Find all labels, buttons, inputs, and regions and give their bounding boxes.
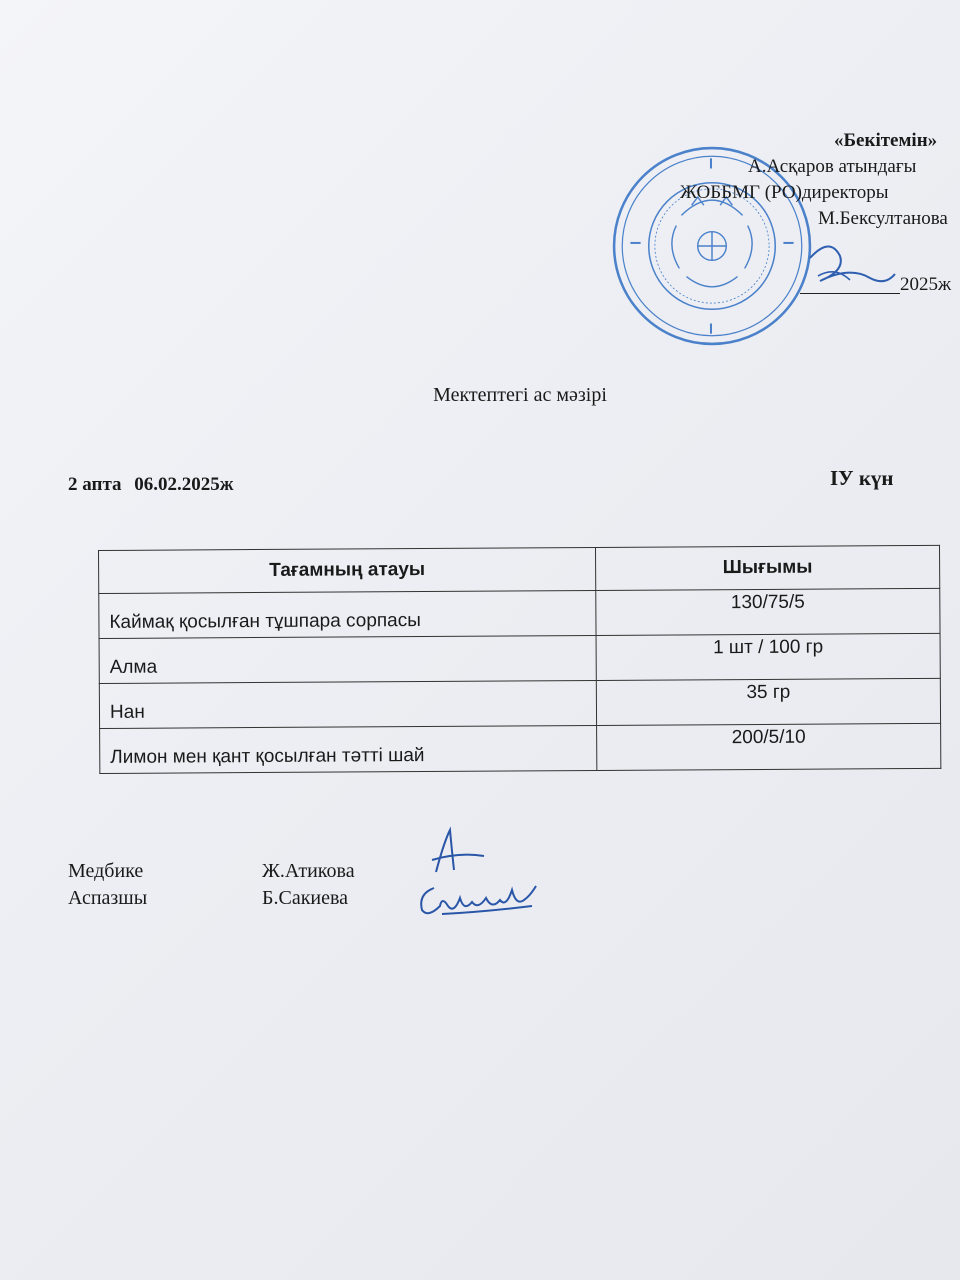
dish-name: Нан	[99, 680, 596, 728]
day-label: ІУ күн	[830, 466, 894, 490]
approval-school: А.Асқаров атындағы	[748, 156, 917, 177]
staff-name: Б.Сакиева	[262, 887, 349, 909]
dish-yield: 35 гр	[596, 678, 940, 725]
approval-director-name: М.Бексултанова	[818, 208, 948, 229]
dish-name: Алма	[99, 635, 596, 683]
date-underline	[800, 293, 900, 294]
table-row	[100, 723, 941, 773]
column-header-dish: Тағамның атауы	[99, 547, 596, 593]
approval-year: 2025ж	[900, 274, 952, 295]
menu-date: 06.02.2025ж	[134, 474, 234, 495]
column-header-yield: Шығымы	[595, 545, 939, 590]
staff-row-nurse	[68, 858, 388, 885]
table-row	[99, 678, 940, 728]
page-title: Мектептегі ас мәзірі	[433, 384, 607, 406]
menu-table	[98, 545, 941, 774]
nurse-signature	[414, 822, 494, 882]
staff-role: Медбике	[68, 860, 144, 882]
dish-yield: 1 шт / 100 гр	[596, 633, 940, 680]
week-date-line	[68, 474, 242, 496]
staff-role: Аспазшы	[68, 887, 148, 909]
dish-yield: 200/5/10	[597, 723, 941, 770]
table-row	[99, 588, 940, 638]
week-label: 2 апта	[68, 474, 122, 495]
approval-position: ЖОББМГ (РО)директоры	[680, 182, 889, 203]
cook-signature	[412, 876, 542, 926]
table-header-row	[99, 545, 940, 593]
approval-date	[800, 272, 960, 298]
dish-name: Каймақ қосылған тұшпара сорпасы	[99, 590, 596, 638]
dish-name: Лимон мен қант қосылған тәтті шай	[100, 725, 597, 773]
staff-block	[68, 858, 388, 912]
approval-header: «Бекітемін»	[834, 130, 938, 151]
staff-row-cook	[68, 885, 388, 912]
dish-yield: 130/75/5	[596, 588, 940, 635]
table-row	[99, 633, 940, 683]
staff-name: Ж.Атикова	[262, 860, 355, 882]
